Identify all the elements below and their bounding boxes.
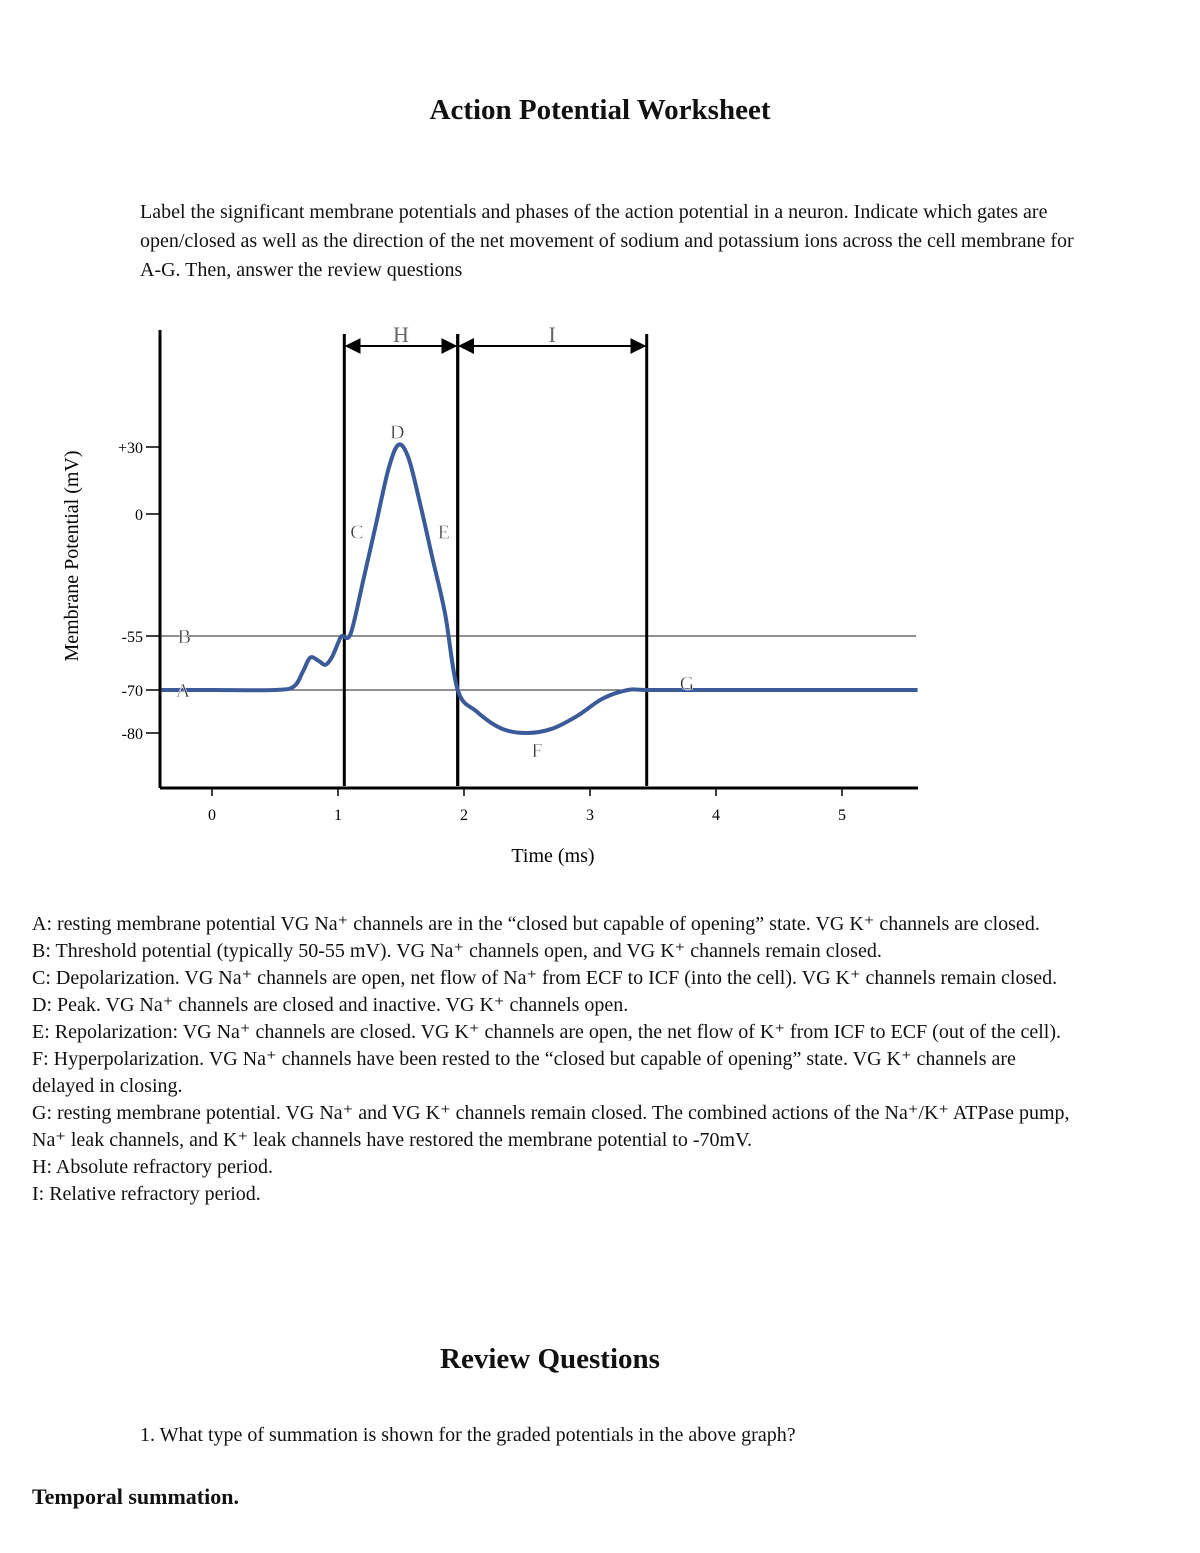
phase-point-label: E bbox=[437, 521, 450, 544]
phase-point-label: F bbox=[531, 740, 543, 763]
review-answer-1: Temporal summation. bbox=[32, 1484, 239, 1509]
x-tick-label: 5 bbox=[838, 807, 846, 824]
label-h-text: H: Absolute refractory period. bbox=[32, 1156, 274, 1178]
y-axis-title: Membrane Potential (mV) bbox=[61, 450, 83, 662]
x-tick-label: 1 bbox=[334, 807, 342, 824]
label-g-text: G: resting membrane potential. VG Na⁺ and VG K⁺ channels remain closed. The combined actions of the Na⁺/K⁺ ATPase pump, Na⁺ leak channels, and K⁺ leak channels have restored the membrane potential to -70mV. bbox=[32, 1102, 1070, 1151]
phase-point-label: A bbox=[175, 680, 191, 702]
period-label: I bbox=[548, 322, 556, 347]
review-question-1: 1. What type of summation is shown for the graded potentials in the above graph? bbox=[140, 1424, 796, 1446]
worksheet-title: Action Potential Worksheet bbox=[429, 94, 771, 126]
phase-point-label: G bbox=[679, 672, 695, 695]
phase-label-list bbox=[32, 911, 1072, 1208]
phase-point-label: B bbox=[177, 626, 191, 648]
label-a-text: A: resting membrane potential VG Na⁺ channels are in the “closed but capable of opening” state. VG K⁺ channels are closed. bbox=[32, 913, 1040, 935]
phase-point-label: C bbox=[350, 521, 364, 544]
label-f-text: F: Hyperpolarization. VG Na⁺ channels have been rested to the “closed but capable of opening” state. VG K⁺ channels are delayed in closing. bbox=[32, 1048, 1016, 1097]
label-b-text: B: Threshold potential (typically 50-55 mV). VG Na⁺ channels open, and VG K⁺ channels remain closed. bbox=[32, 940, 882, 962]
y-tick-label: +30 bbox=[117, 440, 143, 457]
x-tick-label: 2 bbox=[460, 807, 468, 824]
label-e-text: E: Repolarization: VG Na⁺ channels are closed. VG K⁺ channels are open, the net flow of K⁺ from ICF to ECF (out of the cell). bbox=[32, 1021, 1061, 1043]
x-tick-label: 4 bbox=[712, 807, 720, 824]
label-d-text: D: Peak. VG Na⁺ channels are closed and inactive. VG K⁺ channels open. bbox=[32, 994, 629, 1016]
action-potential-chart bbox=[0, 320, 1200, 880]
label-c-text: C: Depolarization. VG Na⁺ channels are open, net flow of Na⁺ from ECF to ICF (into the cell). VG K⁺ channels remain closed. bbox=[32, 967, 1058, 989]
review-questions-title: Review Questions bbox=[440, 1343, 660, 1375]
x-tick-label: 3 bbox=[586, 807, 594, 824]
x-tick-label: 0 bbox=[208, 807, 216, 824]
y-tick-label: -80 bbox=[121, 726, 143, 743]
instructions-text: Label the significant membrane potentials and phases of the action potential in a neuron. Indicate which gates are open/closed as well as the direction of the net movement of sodium and potassium ions across the cell membrane for A-G. Then, answer the review questions bbox=[140, 201, 1074, 281]
y-tick-label: 0 bbox=[135, 507, 143, 524]
period-label: H bbox=[393, 322, 409, 347]
x-axis-title: Time (ms) bbox=[511, 845, 595, 867]
label-i-text: I: Relative refractory period. bbox=[32, 1183, 261, 1205]
phase-point-label: D bbox=[389, 421, 405, 444]
y-tick-label: -70 bbox=[121, 683, 143, 700]
y-tick-label: -55 bbox=[121, 629, 143, 646]
